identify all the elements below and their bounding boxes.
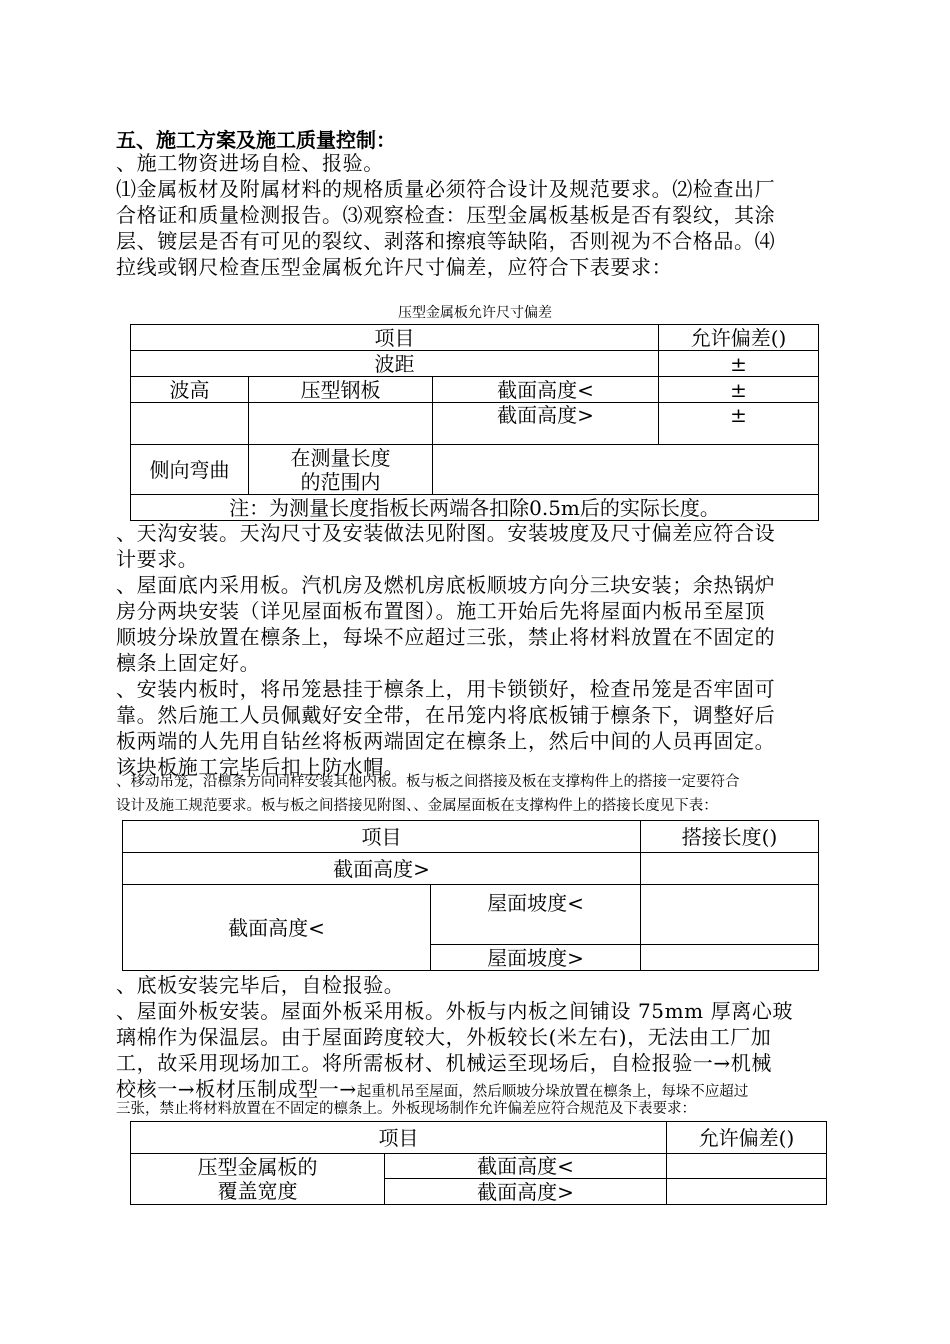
paragraph-inner-install: 、安装内板时，将吊笼悬挂于檩条上，用卡锁锁好，检查吊笼是否牢固可 <box>116 677 776 701</box>
paragraph-line: 设计及施工规范要求。板与板之间搭接见附图、、金属屋面板在支撑构件上的搭接长度见下表： <box>116 798 718 814</box>
mixed-text-small: 起重机吊至屋面，然后顺坡分垛放置在檩条上，每垛不应超过 <box>356 1084 749 1100</box>
paragraph-gutter: 、天沟安装。天沟尺寸及安装做法见附图。安装坡度及尺寸偏差应符合设 <box>116 521 776 545</box>
paragraph-move-cage: 、移动吊笼，沿檩条方向同样安装其他内板。板与板之间搭接及板在支撑构件上的搭接一定要符合 <box>116 774 740 790</box>
row-pitch: 波距 <box>131 351 659 377</box>
row-section-lt: 截面高度< <box>385 1154 667 1179</box>
paragraph-line: 该块板施工完毕后扣上防水帽。 <box>116 755 405 779</box>
table1-caption: 压型金属板允许尺寸偏差 <box>398 305 552 321</box>
row-slope-lt: 屋面坡度< <box>431 885 641 945</box>
empty-cell <box>641 885 819 945</box>
row-cover-width <box>131 1154 385 1205</box>
cover-width-line1: 压型金属板的 <box>197 1155 318 1179</box>
paragraph-line: 顺坡分垛放置在檩条上，每垛不应超过三张，禁止将材料放置在不固定的 <box>116 625 776 649</box>
paragraph-line: 层、镀层是否有可见的裂纹、剥落和擦痕等缺陷，否则视为不合格品。⑷ <box>116 229 776 253</box>
table1-note: 注：为测量长度指板长两端各扣除0.5m后的实际长度。 <box>131 495 819 521</box>
empty-cell <box>433 445 819 495</box>
empty-cell <box>641 853 819 885</box>
measure-range-line2: 的范围内 <box>300 469 381 494</box>
paragraph-line: 工，故采用现场加工。将所需板材、机械运至现场后，自检报验一→机械 <box>116 1051 772 1075</box>
value-pm: ± <box>659 403 819 445</box>
paragraph-line: 檩条上固定好。 <box>116 651 261 675</box>
header-deviation: 允许偏差() <box>659 325 819 351</box>
header-item: 项目 <box>131 1122 667 1154</box>
mixed-text-large: 校核一→板材压制成型一→ <box>116 1077 357 1101</box>
empty-cell <box>667 1154 827 1179</box>
paragraph-line: 璃棉作为保温层。由于屋面跨度较大，外板较长(米左右)，无法由工厂加 <box>116 1025 772 1049</box>
empty-cell <box>667 1179 827 1205</box>
paragraph-line: 房分两块安装（详见屋面板布置图）。施工开始后先将屋面内板吊至屋顶 <box>116 599 766 623</box>
table-overlap <box>122 820 819 971</box>
row-lateral-bend: 侧向弯曲 <box>131 445 249 495</box>
header-deviation: 允许偏差() <box>667 1122 827 1154</box>
row-section-gt: 截面高度> <box>123 853 641 885</box>
paragraph-line: 三张，禁止将材料放置在不固定的檩条上。外板现场制作允许偏差应符合规范及下表要求： <box>116 1101 696 1117</box>
paragraph-line: ⑴金属板材及附属材料的规格质量必须符合设计及规范要求。⑵检查出厂 <box>116 177 776 201</box>
row-section-gt: 截面高度> <box>433 403 659 445</box>
row-section-lt: 截面高度< <box>433 377 659 403</box>
paragraph-line: 合格证和质量检测报告。⑶观察检查：压型金属板基板是否有裂纹，其涂 <box>116 203 776 227</box>
paragraph-material-inspection: 、施工物资进场自检、报验。 <box>116 151 384 175</box>
table-tolerance <box>130 324 819 521</box>
measure-range-line1: 在测量长度 <box>290 445 391 470</box>
empty-cell <box>641 945 819 971</box>
header-overlap-length: 搭接长度() <box>641 821 819 853</box>
row-section-lt: 截面高度< <box>123 885 431 971</box>
paragraph-roof-inner: 、屋面底内采用板。汽机房及燃机房底板顺坡方向分三块安装；余热锅炉 <box>116 573 776 597</box>
section-heading: 五、施工方案及施工质量控制： <box>116 128 396 152</box>
paragraph-line: 板两端的人先用自钻丝将板两端固定在檩条上，然后中间的人员再固定。 <box>116 729 776 753</box>
header-item: 项目 <box>131 325 659 351</box>
paragraph-line: 靠。然后施工人员佩戴好安全带，在吊笼内将底板铺于檩条下，调整好后 <box>116 703 776 727</box>
paragraph-line: 计要求。 <box>116 547 199 571</box>
row-steel-plate: 压型钢板 <box>249 377 433 403</box>
row-height: 波高 <box>131 377 249 403</box>
paragraph-outer-install: 、屋面外板安装。屋面外板采用板。外板与内板之间铺设 75mm 厚离心玻 <box>116 999 794 1023</box>
empty-cell <box>249 403 433 445</box>
row-measure-range <box>249 445 433 495</box>
cover-width-line2: 覆盖宽度 <box>217 1179 298 1203</box>
row-section-gt: 截面高度> <box>385 1179 667 1205</box>
value-pm: ± <box>659 351 819 377</box>
paragraph-self-check: 、底板安装完毕后，自检报验。 <box>116 973 405 997</box>
row-slope-gt: 屋面坡度> <box>431 945 641 971</box>
empty-cell <box>131 403 249 445</box>
paragraph-line: 拉线或钢尺检查压型金属板允许尺寸偏差，应符合下表要求： <box>116 255 673 279</box>
table-outer-tolerance <box>130 1121 827 1205</box>
value-pm: ± <box>659 377 819 403</box>
header-item: 项目 <box>123 821 641 853</box>
